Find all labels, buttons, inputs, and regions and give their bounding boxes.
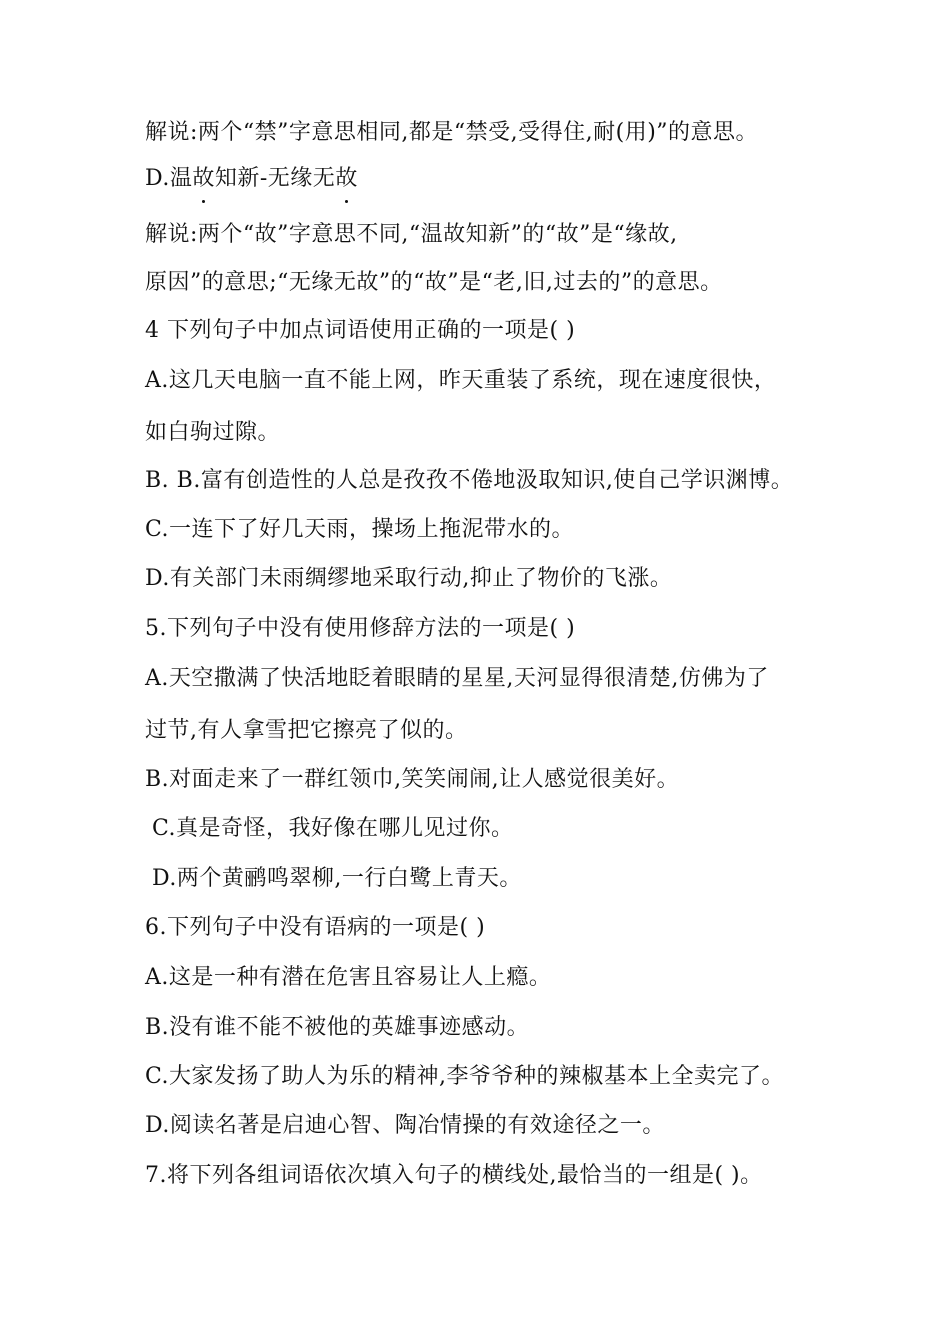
question-6-option-c: C.大家发扬了助人为乐的精神,李爷爷种的辣椒基本上全卖完了。 xyxy=(145,1064,785,1089)
question-4-option-a-line-1: A.这几天电脑一直不能上网，昨天重装了系统，现在速度很快， xyxy=(145,368,777,393)
question-4-option-c: C.一连下了好几天雨，操场上拖泥带水的。 xyxy=(145,517,575,542)
option-d-middle: 知新-无缘无 xyxy=(214,166,336,191)
emphasized-char: 故 xyxy=(192,164,215,194)
option-d-idiom-pair xyxy=(145,164,358,194)
explanation-line-3: 原因”的意思;“无缘无故”的“故”是“老,旧,过去的”的意思。 xyxy=(145,270,723,295)
question-4-option-d: D.有关部门未雨绸缪地采取行动,抑止了物价的飞涨。 xyxy=(145,566,673,591)
question-5-option-b: B.对面走来了一群红领巾,笑笑闹闹,让人感觉很美好。 xyxy=(145,767,680,792)
question-4: 4 下列句子中加点词语使用正确的一项是( ) xyxy=(145,318,576,343)
emphasized-char: 故 xyxy=(335,164,358,194)
explanation-line-1: 解说:两个“禁”字意思相同,都是“禁受,受得住,耐(用)”的意思。 xyxy=(145,120,759,145)
question-5-option-d: D.两个黄鹂鸣翠柳,一行白鹭上青天。 xyxy=(152,866,522,891)
question-5-option-c: C.真是奇怪，我好像在哪儿见过你。 xyxy=(152,816,514,841)
question-6-option-b: B.没有谁不能不被他的英雄事迹感动。 xyxy=(145,1015,530,1040)
question-6: 6.下列句子中没有语病的一项是( ) xyxy=(145,915,486,940)
question-5-option-a-line-1: A.天空撒满了快活地眨着眼睛的星星,天河显得很清楚,仿佛为了 xyxy=(145,666,769,691)
question-7: 7.将下列各组词语依次填入句子的横线处,最恰当的一组是( )。 xyxy=(145,1163,763,1188)
question-5-option-a-line-2: 过节,有人拿雪把它擦亮了似的。 xyxy=(145,718,468,743)
explanation-line-2: 解说:两个“故”字意思不同,“温故知新”的“故”是“缘故, xyxy=(145,222,678,247)
question-6-option-a: A.这是一种有潜在危害且容易让人上瘾。 xyxy=(145,965,552,990)
question-5: 5.下列句子中没有使用修辞方法的一项是( ) xyxy=(145,616,576,641)
question-4-option-a-line-2: 如白驹过隙。 xyxy=(145,420,281,445)
question-6-option-d: D.阅读名著是启迪心智、陶冶情操的有效途径之一。 xyxy=(145,1113,665,1138)
option-d-prefix: D.温 xyxy=(145,166,193,191)
question-4-option-b: B. B.富有创造性的人总是孜孜不倦地汲取知识,使自己学识渊博。 xyxy=(145,468,794,493)
